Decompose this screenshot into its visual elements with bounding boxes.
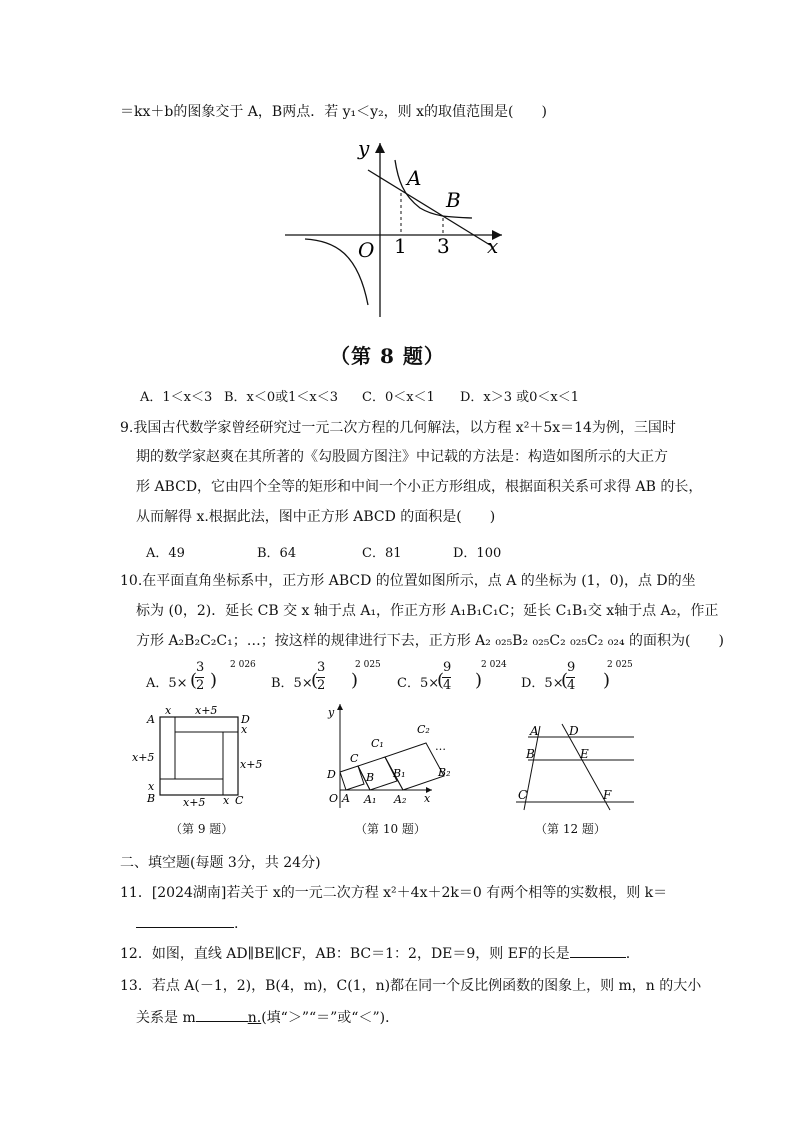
fig10-label-A1: A₁ bbox=[364, 793, 377, 806]
fig8-label-y: y bbox=[358, 136, 370, 160]
fig12-label-D: D bbox=[569, 724, 579, 738]
q10-option-c-num: 9 bbox=[443, 660, 452, 675]
q10-option-c-letter: C．5× bbox=[397, 676, 440, 691]
fig9-label-D: D bbox=[241, 713, 250, 726]
fig9-label-x-bot-left: x bbox=[148, 780, 155, 793]
fig10-label-B1: B₁ bbox=[393, 767, 406, 780]
q10-line-2: 标为 (0，2)．延长 CB 交 x 轴于点 A₁，作正方形 A₁B₁C₁C；延长 C₁B₁交 x轴于点 A₂，作正 bbox=[136, 603, 719, 619]
figure-9-caption: （第 9 题） bbox=[170, 822, 234, 836]
q10-option-b-exp: 2 025 bbox=[355, 660, 381, 670]
figure-10 bbox=[320, 700, 470, 812]
q10-option-c-den: 4 bbox=[443, 678, 452, 693]
q13-line-2-post: (填“＞”“＝”或“＜”)． bbox=[261, 1010, 400, 1026]
q9-line-3: 形 ABCD，它由四个全等的矩形和中间一个小正方形组成，根据面积关系可求得 AB 的长， bbox=[136, 479, 703, 495]
fig8-label-3: 3 bbox=[437, 234, 450, 258]
q10-line-3: 方形 A₂B₂C₂C₁；…；按这样的规律进行下去，正方形 A₂ ₀₂₅B₂ ₀₂₅C₂ ₀₂₅C₂ ₀₂₄ 的面积为( ) bbox=[136, 633, 724, 649]
fig12-label-E: E bbox=[580, 747, 589, 761]
fig12-label-B: B bbox=[526, 747, 535, 761]
q11-end: . bbox=[234, 916, 239, 932]
figure-12 bbox=[510, 718, 640, 812]
figure-9 bbox=[125, 700, 275, 812]
section-2-heading: 二、填空题(每题 3分，共 24分) bbox=[120, 855, 321, 871]
fig10-label-B: B bbox=[366, 771, 375, 784]
q10-option-a-exp: 2 026 bbox=[230, 660, 256, 670]
fig12-label-C: C bbox=[518, 788, 528, 802]
fig10-label-B2: B₂ bbox=[438, 766, 451, 779]
q9-line-2: 期的数学家赵爽在其所著的《勾股圆方图注》中记载的方法是：构造如图所示的大正方 bbox=[136, 449, 668, 465]
fig10-label-y: y bbox=[328, 706, 335, 719]
q10-option-b-letter: B．5× bbox=[271, 676, 313, 691]
q9-line-4: 从而解得 x.根据此法，图中正方形 ABCD 的面积是( ) bbox=[136, 509, 496, 525]
q8-stem-line: ＝kx＋b的图象交于 A，B两点．若 y₁＜y₂，则 x的取值范围是( ) bbox=[120, 104, 547, 120]
q10-option-d: D．5× ( 9 4 ) 2 025 bbox=[521, 660, 633, 693]
fig8-label-A: A bbox=[407, 166, 422, 190]
q11-answer-blank[interactable] bbox=[136, 913, 234, 928]
q13-line-2 bbox=[136, 1007, 399, 1028]
q11-line-2 bbox=[136, 913, 238, 934]
fig10-label-C: C bbox=[350, 752, 359, 765]
q10-option-c-exp: 2 024 bbox=[481, 660, 507, 670]
fig8-label-B: B bbox=[446, 188, 461, 212]
q10-option-d-num: 9 bbox=[567, 660, 576, 675]
q12-line bbox=[120, 943, 630, 964]
figure-8-graph bbox=[280, 135, 510, 320]
fig10-label-D: D bbox=[327, 768, 336, 781]
q8-option-d: D．x＞3 或0＜x＜1 bbox=[460, 390, 580, 405]
fig8-label-O: O bbox=[358, 238, 375, 262]
q12-text: 12．如图，直线 AD∥BE∥CF，AB：BC＝1：2，DE＝9，则 EF的长是 bbox=[120, 946, 570, 962]
q12-end: . bbox=[625, 946, 631, 962]
fig10-label-x: x bbox=[424, 792, 431, 805]
fig10-label-O: O bbox=[329, 792, 339, 805]
fig9-label-C: C bbox=[235, 794, 244, 807]
fig12-label-F: F bbox=[603, 788, 612, 802]
q10-option-a-letter: A．5× bbox=[146, 676, 188, 691]
q9-option-a: A．49 bbox=[146, 546, 185, 561]
fig9-label-x-bot-right: x bbox=[223, 794, 230, 807]
q12-answer-blank[interactable] bbox=[570, 943, 626, 958]
fig9-label-xp5-left: x+5 bbox=[132, 751, 155, 764]
q8-option-c: C．0＜x＜1 bbox=[362, 390, 435, 405]
q13-line-2-n: n. bbox=[247, 1010, 262, 1026]
fig8-label-1: 1 bbox=[394, 234, 407, 258]
q10-option-b: B．5× ( 3 2 ) 2 025 bbox=[271, 660, 381, 693]
q10-option-a: A．5× ( 3 2 ) 2 026 bbox=[146, 660, 256, 693]
figure-10-caption: （第 10 题） bbox=[355, 822, 426, 836]
fig10-label-A2: A₂ bbox=[394, 793, 407, 806]
q10-option-a-den: 2 bbox=[196, 678, 205, 693]
q10-option-a-num: 3 bbox=[196, 660, 205, 675]
q8-option-a: A．1＜x＜3 bbox=[140, 390, 213, 405]
fig9-label-A: A bbox=[147, 713, 155, 726]
fig9-label-xp5-top: x+5 bbox=[195, 704, 218, 717]
figure-12-caption: （第 12 题） bbox=[535, 822, 606, 836]
q8-option-b: B．x＜0或1＜x＜3 bbox=[224, 390, 339, 405]
fig9-label-x-top-right: x bbox=[241, 723, 248, 736]
q10-option-d-letter: D．5× bbox=[521, 676, 564, 691]
fig9-label-xp5-right: x+5 bbox=[240, 758, 263, 771]
q13-line-2-pre: 关系是 m bbox=[136, 1010, 196, 1026]
q10-option-c: C．5× ( 9 4 ) 2 024 bbox=[397, 660, 507, 693]
fig8-label-x: x bbox=[487, 234, 499, 258]
fig9-label-B: B bbox=[147, 792, 156, 805]
q10-option-d-den: 4 bbox=[567, 678, 576, 693]
fig10-label-dots: … bbox=[435, 740, 446, 753]
figure-8-caption: （第 8 题） bbox=[330, 344, 445, 368]
fig10-label-C1: C₁ bbox=[371, 737, 384, 750]
q9-option-b: B．64 bbox=[257, 546, 297, 561]
fig10-label-C2: C₂ bbox=[417, 723, 430, 736]
q9-option-c: C．81 bbox=[362, 546, 402, 561]
q11-line-1: 11．[2024湖南]若关于 x的一元二次方程 x²＋4x＋2k＝0 有两个相等的实数根，则 k＝ bbox=[120, 885, 668, 901]
fig9-label-x-top-left: x bbox=[165, 704, 172, 717]
q13-line-1: 13．若点 A(－1，2)，B(4，m)，C(1，n)都在同一个反比例函数的图象上，则 m，n 的大小 bbox=[120, 978, 702, 994]
fig12-label-A: A bbox=[530, 724, 539, 738]
q9-option-d: D．100 bbox=[453, 546, 502, 561]
fig10-label-A: A bbox=[342, 792, 350, 805]
q10-option-b-num: 3 bbox=[317, 660, 326, 675]
q10-option-b-den: 2 bbox=[317, 678, 326, 693]
q10-option-d-exp: 2 025 bbox=[607, 660, 633, 670]
q9-line-1: 9.我国古代数学家曾经研究过一元二次方程的几何解法，以方程 x²＋5x＝14为例，三国时 bbox=[120, 420, 676, 436]
fig9-label-xp5-bot: x+5 bbox=[183, 796, 206, 809]
q13-answer-blank[interactable] bbox=[196, 1007, 248, 1022]
q10-line-1: 10.在平面直角坐标系中，正方形 ABCD 的位置如图所示，点 A 的坐标为 (1，0)，点 D的坐 bbox=[120, 573, 696, 589]
